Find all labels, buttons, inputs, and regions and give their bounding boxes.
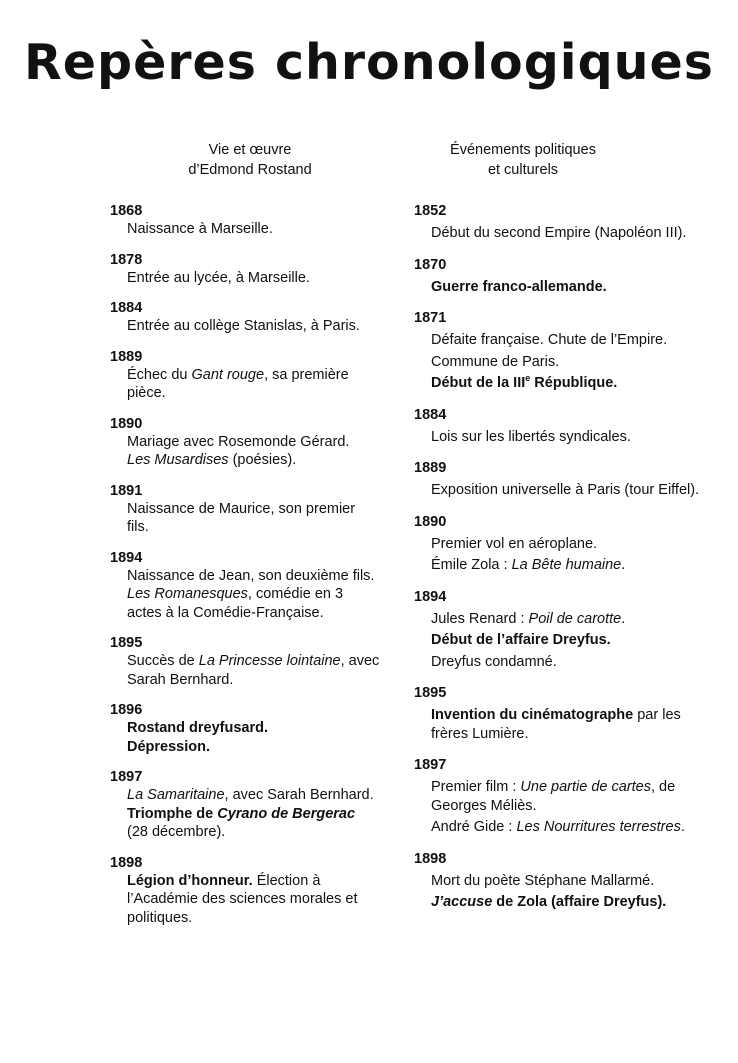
entry-text <box>110 786 380 842</box>
entry-text-segment: Début de la III <box>431 375 526 391</box>
column-header-line: et culturels <box>487 162 559 178</box>
entry-year: 1894 <box>110 549 143 566</box>
column-header-line: Événements politiques <box>450 142 596 158</box>
entry-text <box>414 706 704 743</box>
entry-line <box>431 428 704 447</box>
entry-line <box>431 872 704 891</box>
entry-text-segment: Défaite française. Chute de l’Empire. <box>431 332 668 348</box>
timeline-entry <box>110 701 380 756</box>
entry-text-segment: . <box>621 557 626 573</box>
entry-text-segment: Début du second Empire (Napoléon III). <box>431 225 687 241</box>
timeline-entry <box>414 588 704 672</box>
timeline-entry <box>414 684 704 743</box>
timeline-entry <box>110 634 380 689</box>
entry-text-segment: (poésies). <box>228 452 297 468</box>
events-timeline <box>414 202 704 912</box>
entry-text <box>414 535 704 575</box>
entry-text-segment: Mort du poète Stéphane Mallarmé. <box>431 872 655 889</box>
entry-year: 1897 <box>414 757 447 773</box>
entry-line <box>127 433 380 452</box>
page-title: Repères chronologiques <box>24 34 714 91</box>
entry-line <box>127 872 380 928</box>
entry-year: 1870 <box>414 256 447 273</box>
entry-line <box>431 706 704 743</box>
entry-text <box>414 872 704 912</box>
entry-text-segment: Jules Renard : <box>431 610 529 627</box>
timeline-entry <box>110 202 380 239</box>
entry-text-segment: e <box>525 373 531 384</box>
entry-line <box>127 500 380 537</box>
entry-text-segment: Exposition universelle à Paris (tour Eiffel). <box>431 482 700 498</box>
life-and-work-header <box>110 140 390 180</box>
entry-year: 1898 <box>414 850 447 867</box>
entry-text-segment: Élection à l’Académie des sciences morales et politiques. <box>127 872 358 926</box>
entry-text <box>414 428 704 447</box>
entry-line <box>127 738 380 757</box>
entry-year: 1868 <box>110 203 143 219</box>
entry-line <box>127 451 380 470</box>
entry-year: 1894 <box>414 588 447 605</box>
entry-line <box>431 278 704 297</box>
entry-text-segment: Commune de Paris. <box>431 353 560 370</box>
entry-text <box>110 220 380 239</box>
entry-text-segment: Gant rouge <box>191 366 265 383</box>
timeline-entry <box>414 850 704 912</box>
entry-line <box>431 653 704 672</box>
entry-text-segment: Guerre franco-allemande. <box>431 278 607 295</box>
entry-year: 1852 <box>414 203 447 219</box>
entry-text <box>110 433 380 470</box>
events-header <box>414 140 632 180</box>
timeline-entry <box>110 415 380 470</box>
entry-text-segment: Entrée au lycée, à Marseille. <box>127 269 310 286</box>
timeline-entry <box>414 756 704 837</box>
entry-text-segment: La Samaritaine <box>127 787 225 803</box>
entry-text-segment: André Gide : <box>431 819 517 835</box>
entry-year: 1896 <box>110 702 143 718</box>
entry-line <box>431 353 704 372</box>
entry-text <box>110 567 380 623</box>
entry-line <box>431 610 704 629</box>
timeline-entry <box>414 256 704 297</box>
entry-text <box>110 366 380 403</box>
timeline-entry <box>414 406 704 447</box>
column-header-line: Vie et œuvre <box>208 142 292 158</box>
entry-text-segment: Succès de <box>127 653 199 669</box>
entry-text-segment: Premier vol en aéroplane. <box>431 535 598 552</box>
entry-year: 1889 <box>414 460 447 476</box>
entry-text-segment: Naissance à Marseille. <box>127 221 273 237</box>
entry-line <box>431 631 704 650</box>
entry-text-segment: de Zola (affaire Dreyfus). <box>492 894 667 910</box>
entry-line <box>127 805 380 842</box>
entry-text-segment: Rostand dreyfusard. <box>127 720 268 736</box>
entry-year: 1884 <box>414 406 447 423</box>
entry-text <box>414 481 704 500</box>
timeline-entry <box>110 768 380 842</box>
entry-line <box>127 366 380 403</box>
entry-text-segment: Une partie de cartes <box>520 779 651 795</box>
entry-text-segment: , avec Sarah Bernhard. <box>127 653 380 688</box>
entry-text-segment: Émile Zola : <box>431 557 512 573</box>
entry-year: 1891 <box>110 482 143 499</box>
entry-text <box>110 500 380 537</box>
life-and-work-column <box>110 140 380 939</box>
entry-text-segment: . <box>680 819 685 835</box>
timeline-entry <box>110 482 380 537</box>
entry-text-segment: , comédie en 3 actes à la Comédie-Française. <box>127 586 344 621</box>
entry-text-segment: La Princesse lointaine <box>198 653 341 669</box>
entry-year: 1890 <box>414 513 447 530</box>
entry-line <box>431 481 704 500</box>
entry-text-segment: Légion d’honneur. <box>127 872 253 889</box>
entry-line <box>127 220 380 239</box>
entry-line <box>127 585 380 622</box>
entry-text <box>110 269 380 288</box>
entry-text-segment: Mariage avec Rosemonde Gérard. <box>127 433 350 450</box>
entry-line <box>127 269 380 288</box>
entry-text-segment: . <box>621 610 626 627</box>
entry-text <box>110 719 380 756</box>
entry-text-segment: (28 décembre). <box>127 824 226 840</box>
timeline-entry <box>414 202 704 243</box>
entry-text-segment: Invention du cinématographe <box>431 707 634 723</box>
entry-line <box>431 778 704 815</box>
entry-text-segment: Début de l’affaire Dreyfus. <box>431 632 611 648</box>
entry-text-segment: Échec du <box>127 366 192 383</box>
entry-year: 1878 <box>110 251 143 268</box>
entry-line <box>127 652 380 689</box>
entry-text-segment: Lois sur les libertés syndicales. <box>431 428 631 445</box>
timeline-entry <box>110 348 380 403</box>
entry-text <box>110 317 380 336</box>
timeline-entry <box>414 309 704 393</box>
entry-line <box>431 818 704 837</box>
entry-year: 1871 <box>414 310 447 326</box>
life-timeline <box>110 202 380 927</box>
entry-year: 1890 <box>110 415 143 432</box>
entry-line <box>431 556 704 575</box>
entry-line <box>127 786 380 805</box>
timeline-entry <box>110 251 380 288</box>
entry-text-segment: Les Musardises <box>127 452 229 468</box>
entry-text-segment: Les Romanesques <box>127 586 248 602</box>
entry-text <box>414 778 704 837</box>
entry-text-segment: , sa première pièce. <box>127 366 349 401</box>
entry-text-segment: La Bête humaine <box>511 557 622 573</box>
entry-text-segment: , de Georges Méliès. <box>431 779 676 814</box>
entry-line <box>431 224 704 243</box>
entry-text-segment: Naissance de Jean, son deuxième fils. <box>127 567 375 584</box>
timeline-entry <box>414 459 704 500</box>
entry-year: 1884 <box>110 300 143 316</box>
column-header-line: d’Edmond Rostand <box>188 162 312 178</box>
entry-line <box>431 893 704 912</box>
entry-text-segment: Poil de carotte <box>528 610 622 627</box>
entry-line <box>431 374 704 393</box>
entry-year: 1898 <box>110 854 143 871</box>
entry-text-segment: J’accuse <box>431 894 493 910</box>
entry-year: 1895 <box>110 635 143 651</box>
entry-text <box>414 610 704 672</box>
entry-line <box>127 719 380 738</box>
entry-text <box>110 652 380 689</box>
entry-line <box>127 567 380 586</box>
entry-text-segment: Cyrano de Bergerac <box>217 805 356 822</box>
entry-text <box>414 331 704 393</box>
entry-text-segment: Entrée au collège Stanislas, à Paris. <box>127 318 360 334</box>
entry-text-segment: Naissance de Maurice, son premier fils. <box>127 500 356 535</box>
entry-text-segment: Premier film : <box>431 779 521 795</box>
timeline-entry <box>110 299 380 336</box>
timeline-entry <box>110 549 380 623</box>
entry-text <box>110 872 380 928</box>
entry-line <box>127 317 380 336</box>
entry-text-segment: Les Nourritures terrestres <box>516 819 681 835</box>
entry-text <box>414 224 704 243</box>
events-column <box>414 140 704 925</box>
entry-text-segment: République. <box>530 375 618 391</box>
entry-line <box>431 331 704 350</box>
entry-year: 1895 <box>414 685 447 701</box>
entry-year: 1897 <box>110 769 143 785</box>
entry-text-segment: , avec Sarah Bernhard. <box>224 787 374 803</box>
timeline-entry <box>414 513 704 575</box>
timeline-entry <box>110 854 380 928</box>
entry-text-segment: par les frères Lumière. <box>431 707 681 742</box>
entry-text-segment: Dépression. <box>127 738 210 755</box>
entry-text <box>414 278 704 297</box>
entry-text-segment: Dreyfus condamné. <box>431 653 557 670</box>
entry-line <box>431 535 704 554</box>
entry-text-segment: Triomphe de <box>127 805 218 822</box>
entry-year: 1889 <box>110 348 143 365</box>
